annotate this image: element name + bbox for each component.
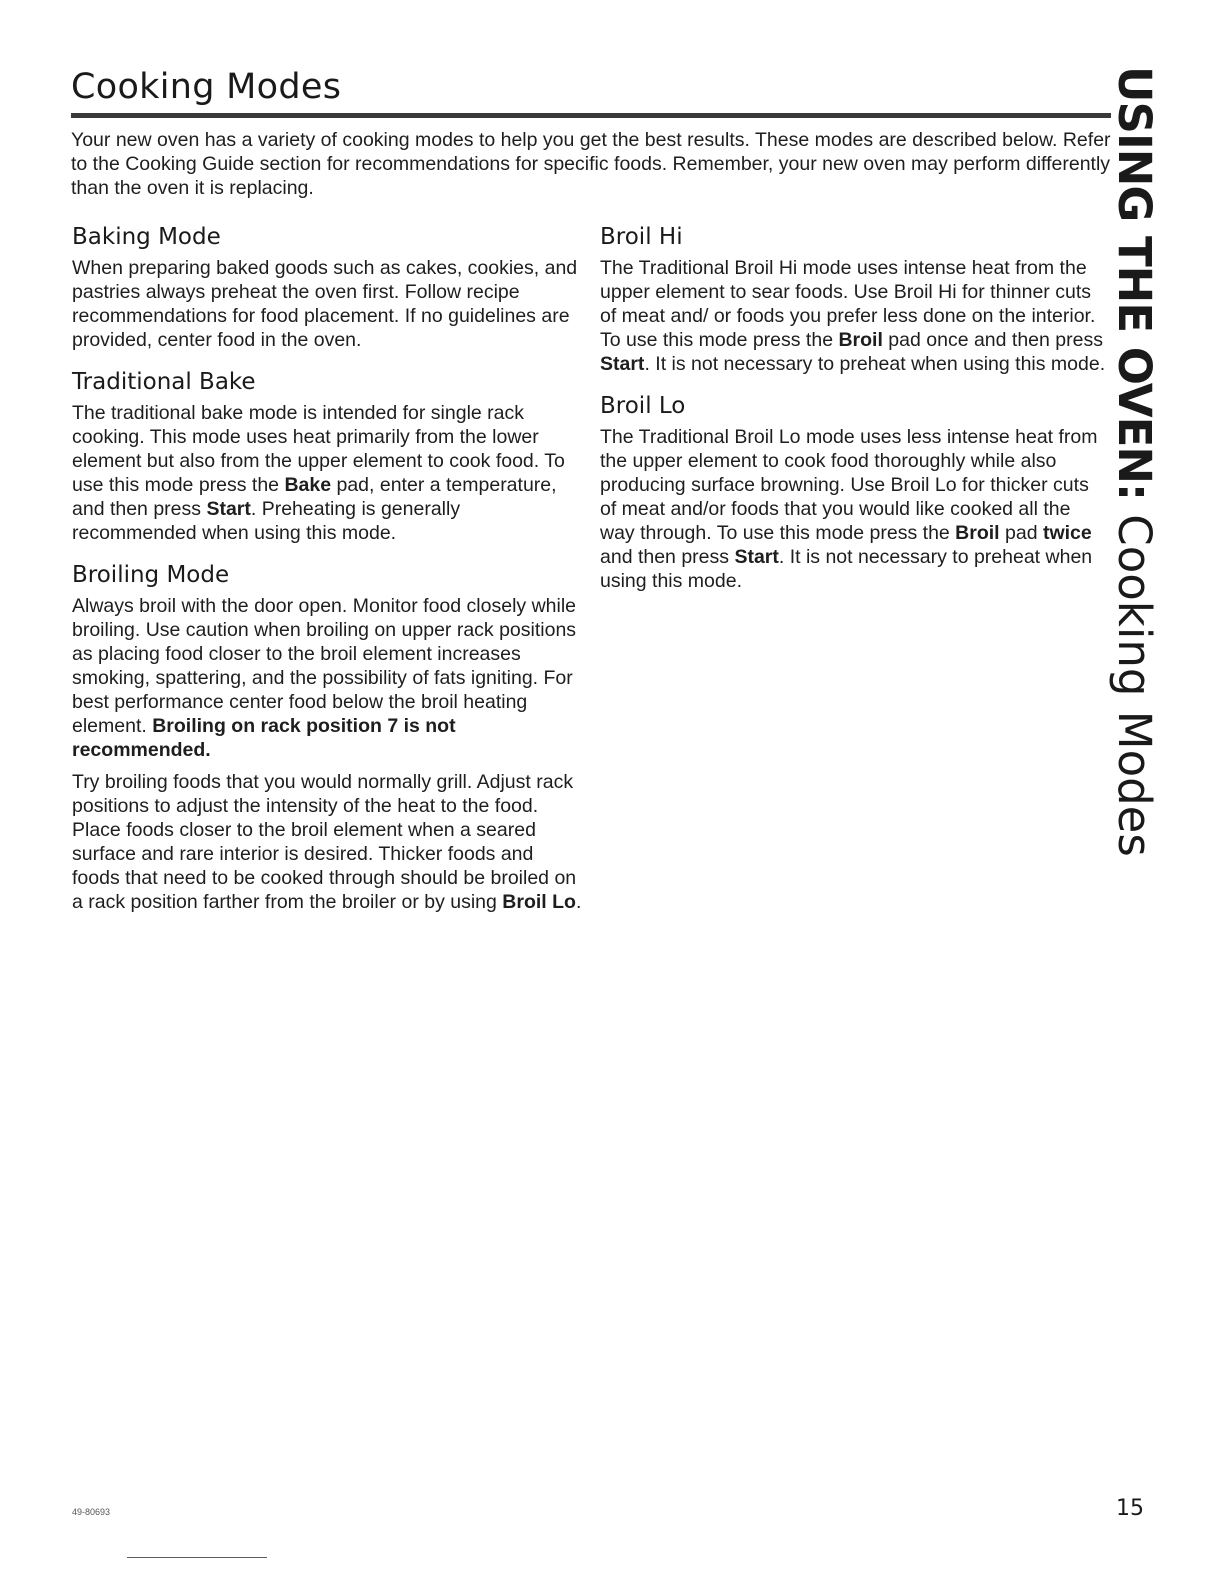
broil-pad-label: Broil (955, 522, 1000, 544)
start-pad-label: Start (600, 353, 645, 375)
text-run: The traditional bake mode is intended for single rack cooking. This mode uses heat primarily from the lower element but also from the upper element to cook food. To use this mode press the (72, 402, 565, 496)
baking-mode-text: When preparing baked goods such as cakes, cookies, and pastries always preheat the oven first. Follow recipe recommendations for food placement. If no guidelines are provided, center food in the oven. (72, 257, 578, 351)
intro-paragraph: Your new oven has a variety of cooking modes to help you get the best results. These modes are described below. Refer to the Cooking Guide section for recommendations for specific foods. Remember, your new oven may perform differently than the oven it is replacing. (71, 129, 1111, 199)
broiling-mode-text-1 (72, 594, 582, 762)
start-pad-label: Start (734, 546, 779, 568)
text-run: pad (999, 522, 1043, 544)
broiling-mode-heading: Broiling Mode (72, 562, 230, 588)
text-run: and then press (600, 546, 735, 568)
start-pad-label: Start (206, 498, 251, 520)
broiling-mode-section (72, 560, 582, 914)
broil-lo-label: Broil Lo (502, 891, 576, 913)
rack-warning: Broiling on rack position 7 is not recommended. (72, 715, 456, 761)
broil-lo-heading: Broil Lo (600, 393, 686, 419)
baking-mode-heading: Baking Mode (72, 224, 221, 250)
broil-hi-heading: Broil Hi (600, 224, 683, 250)
broil-lo-section (600, 391, 1108, 593)
broil-hi-section (600, 222, 1108, 376)
text-run: . Preheating is generally recommended when using this mode. (72, 498, 461, 544)
traditional-bake-heading: Traditional Bake (72, 369, 256, 395)
text-run: Always broil with the door open. Monitor food closely while broiling. Use caution when broiling on upper rack positions as placing food closer to the broil element increases smoking, spattering, and the possibility of fats igniting. For best performance center food below the broil heating element. (72, 595, 577, 737)
text-run: . It is not necessary to preheat when using this mode. (600, 546, 1093, 592)
left-column (72, 222, 582, 929)
side-tab-section: USING THE OVEN: (1108, 66, 1161, 500)
traditional-bake-section (72, 367, 582, 545)
document-number: 49-80693 (72, 1507, 111, 1517)
title-divider (71, 113, 1111, 118)
broil-pad-label: Broil (838, 329, 883, 351)
section-side-tab (1108, 66, 1170, 857)
text-run: . (575, 891, 582, 913)
text-run: Try broiling foods that you would normally grill. Adjust rack positions to adjust the intensity of the heat to the food. Place foods closer to the broil element when a seared surface and rare interior is desired. Thicker foods and foods that need to be cooked through should be broiled on a rack position farther from the broiler or by using (72, 771, 577, 913)
baking-mode-section (72, 222, 582, 352)
broil-hi-text (600, 256, 1108, 376)
broiling-mode-text-2 (72, 770, 582, 914)
page-number: 15 (1116, 1496, 1144, 1521)
bake-pad-label: Bake (284, 474, 332, 496)
side-tab-label (1108, 66, 1161, 857)
side-tab-topic: Cooking Modes (1108, 500, 1161, 857)
footer-rule (127, 1557, 267, 1558)
text-run: The Traditional Broil Hi mode uses intense heat from the upper element to sear foods. Use Broil Hi for thinner cuts of meat and/ or foods you prefer less done on the interior. To use this mode press the (600, 257, 1096, 351)
right-column (600, 222, 1108, 608)
broil-lo-text (600, 425, 1108, 593)
text-run: pad once and then press (882, 329, 1103, 351)
twice-label: twice (1042, 522, 1092, 544)
traditional-bake-text (72, 401, 582, 545)
page-title: Cooking Modes (71, 67, 342, 107)
text-run: . It is not necessary to preheat when using this mode. (644, 353, 1106, 375)
text-run: The Traditional Broil Lo mode uses less intense heat from the upper element to cook food thoroughly while also producing surface browning. Use Broil Lo for thicker cuts of meat and/or foods that you would like cooked all the way through. To use this mode press the (600, 426, 1098, 544)
text-run: pad, enter a temperature, and then press (72, 474, 557, 520)
